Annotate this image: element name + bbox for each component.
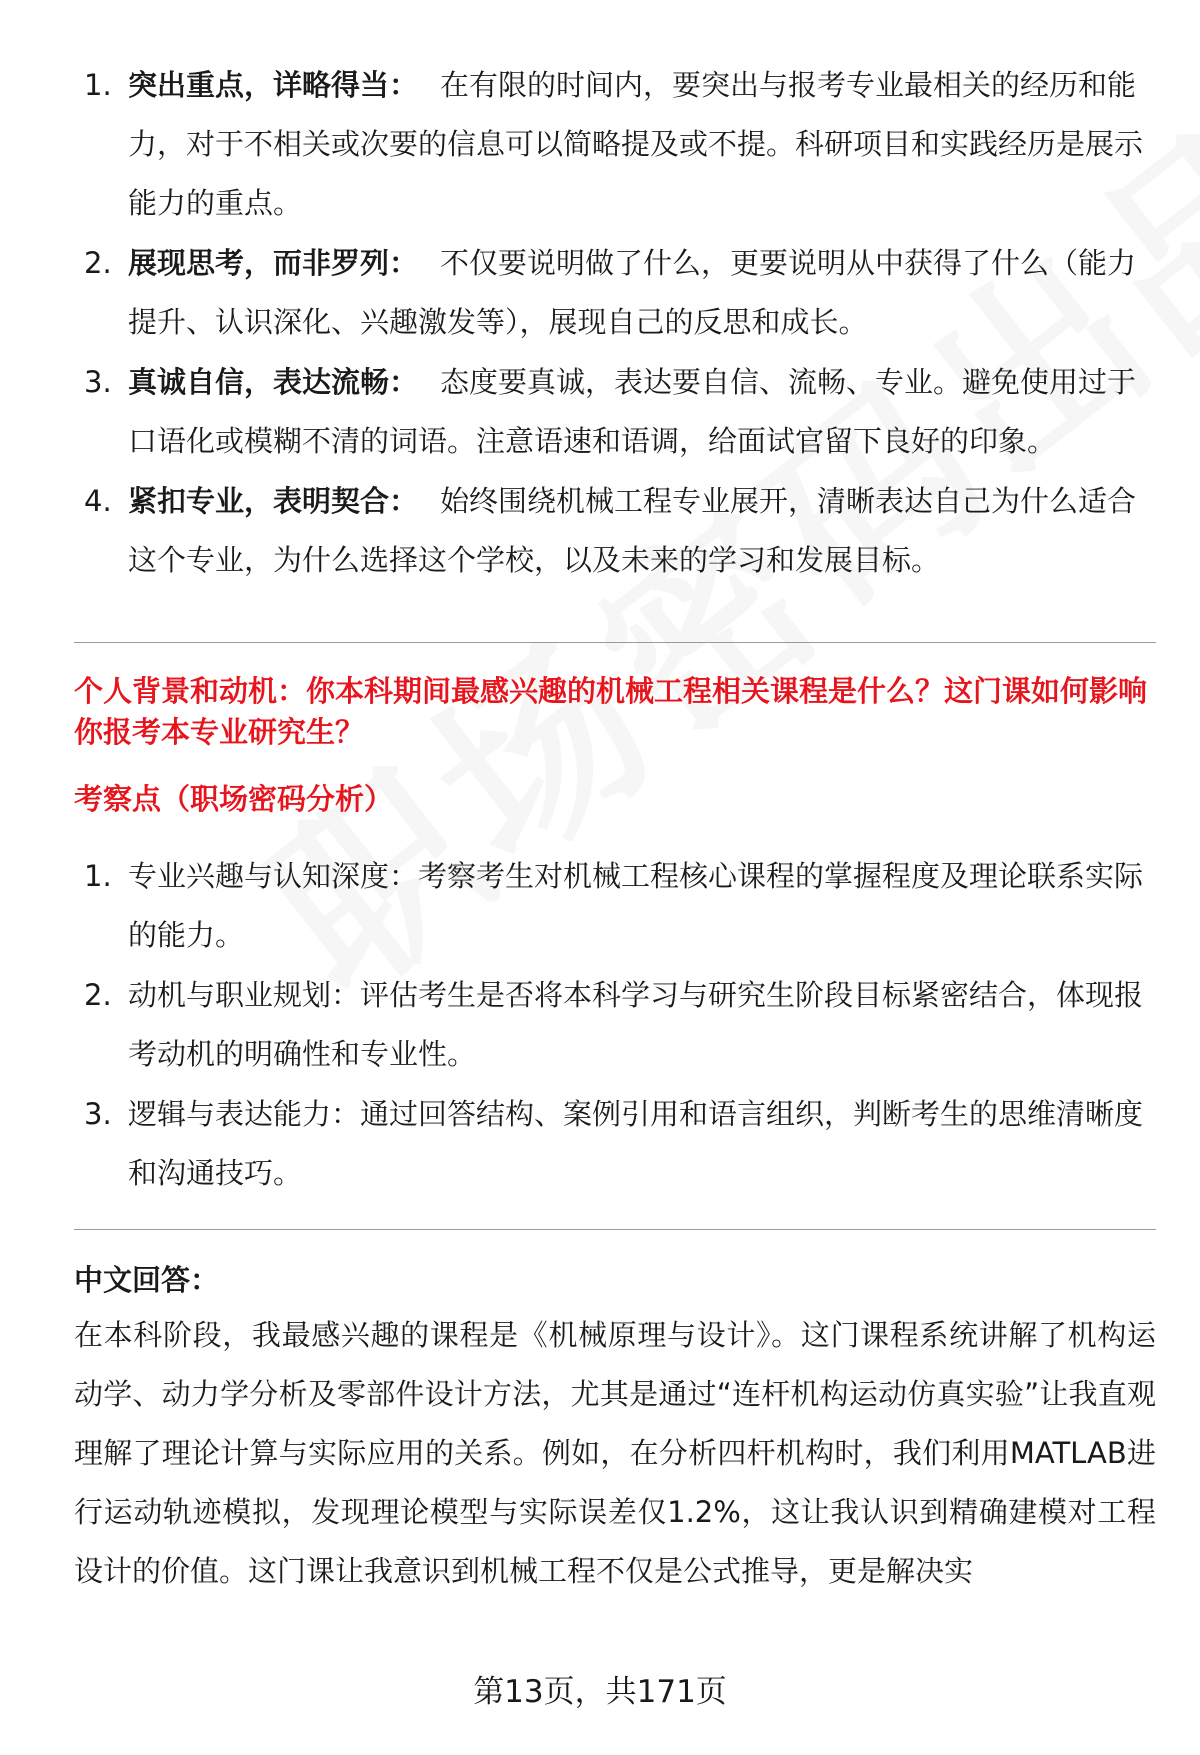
assessment-points-heading: 考察点（职场密码分析）: [74, 782, 394, 816]
page-footer: 第13页，共171页: [473, 1674, 727, 1710]
list-item: [74, 847, 1156, 965]
section-divider: [74, 1229, 1156, 1230]
answer-body: 在本科阶段，我最感兴趣的课程是《机械原理与设计》。这门课程系统讲解了机构运动学、动力学分析及零部件设计方法，尤其是通过“连杆机构运动仿真实验”让我直观理解了理论计算与实际应用的关系。例如，在分析四杆机构时，我们利用MATLAB进行运动轨迹模拟，发现理论模型与实际误差仅1.2%，这让我认识到精确建模对工程设计的价值。这门课让我意识到机械工程不仅是公式推导，更是解决实: [74, 1318, 1156, 1588]
list-item: [74, 966, 1156, 1084]
list-item: [74, 56, 1156, 233]
list-item-lead: 紧扣专业，表明契合：: [128, 484, 419, 518]
list-item: [74, 234, 1156, 352]
answer-heading: 中文回答：: [74, 1263, 220, 1297]
list-number: 4.: [84, 484, 112, 518]
section-divider: [74, 642, 1156, 643]
list-item-lead: 动机与职业规划：: [128, 978, 361, 1012]
list-number: 1.: [84, 859, 112, 893]
list-number: 3.: [84, 1097, 112, 1131]
list-item: [74, 472, 1156, 590]
list-item-text: 态度要真诚，表达要自信、流畅、专业。避免使用过于口语化或模糊不清的词语。注意语速和语调，给面试官留下良好的印象。: [128, 365, 1137, 458]
list-number: 2.: [84, 246, 112, 280]
list-item-lead: 展现思考，而非罗列：: [128, 246, 419, 280]
list-item-lead: 逻辑与表达能力：: [128, 1097, 361, 1131]
tips-list: [74, 56, 1156, 590]
page-content: [74, 56, 1156, 1601]
list-item: [74, 353, 1156, 471]
list-item-text: 通过回答结构、案例引用和语言组织，判断考生的思维清晰度和沟通技巧。: [128, 1097, 1144, 1190]
list-item: [74, 1085, 1156, 1203]
list-number: 3.: [84, 365, 112, 399]
list-item-lead: 突出重点，详略得当：: [128, 68, 419, 102]
list-item-text: 考察考生对机械工程核心课程的掌握程度及理论联系实际的能力。: [128, 859, 1144, 952]
list-number: 2.: [84, 978, 112, 1012]
list-item-text: 不仅要说明做了什么，更要说明从中获得了什么（能力提升、认识深化、兴趣激发等），展现自己的反思和成长。: [128, 246, 1137, 339]
list-item-text: 在有限的时间内，要突出与报考专业最相关的经历和能力，对于不相关或次要的信息可以简略提及或不提。科研项目和实践经历是展示能力的重点。: [128, 68, 1144, 220]
list-number: 1.: [84, 68, 112, 102]
interview-question: 个人背景和动机：你本科期间最感兴趣的机械工程相关课程是什么？这门课如何影响你报考本专业研究生？: [74, 674, 1148, 749]
assessment-points-list: [74, 847, 1156, 1203]
list-item-text: 始终围绕机械工程专业展开，清晰表达自己为什么适合这个专业，为什么选择这个学校，以及未来的学习和发展目标。: [128, 484, 1137, 577]
list-item-lead: 专业兴趣与认知深度：: [128, 859, 419, 893]
list-item-lead: 真诚自信，表达流畅：: [128, 365, 419, 399]
list-item-text: 评估考生是否将本科学习与研究生阶段目标紧密结合，体现报考动机的明确性和专业性。: [128, 978, 1144, 1071]
